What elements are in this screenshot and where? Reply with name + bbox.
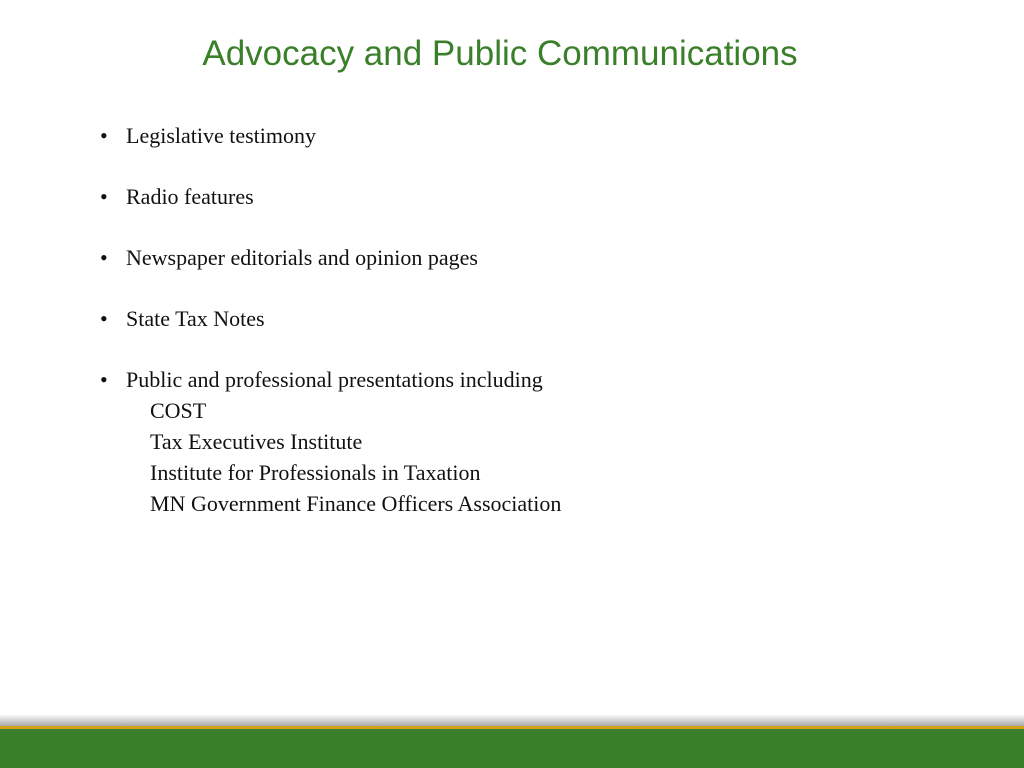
bullet-text: Newspaper editorials and opinion pages: [126, 245, 478, 270]
bullet-icon: •: [100, 123, 108, 148]
bullet-list: [100, 120, 561, 549]
bullet-icon: •: [100, 245, 108, 270]
bullet-item-legislative-testimony: [100, 120, 561, 151]
sub-item-cost: COST: [150, 398, 207, 423]
bullet-text: Radio features: [126, 184, 254, 209]
bullet-icon: •: [100, 306, 108, 331]
bullet-icon: •: [100, 367, 108, 392]
bullet-item-presentations: [100, 364, 561, 519]
bullet-text: Public and professional presentations including: [126, 367, 543, 392]
footer-green-bar: [0, 729, 1024, 768]
sub-list: [126, 395, 561, 519]
bullet-text: Legislative testimony: [126, 123, 317, 148]
slide-title: Advocacy and Public Communications: [202, 34, 798, 73]
footer-shadow: [0, 714, 1024, 726]
bullet-item-newspaper-editorials: [100, 242, 561, 273]
bullet-item-radio-features: [100, 181, 561, 212]
sub-item-institute-for-professionals: Institute for Professionals in Taxation: [150, 460, 481, 485]
bullet-item-state-tax-notes: [100, 303, 561, 334]
sub-item-mn-gfoa: MN Government Finance Officers Association: [150, 491, 562, 516]
bullet-icon: •: [100, 184, 108, 209]
footer-band: [0, 714, 1024, 768]
sub-item-tax-executives-institute: Tax Executives Institute: [150, 429, 363, 454]
bullet-text: State Tax Notes: [126, 306, 265, 331]
